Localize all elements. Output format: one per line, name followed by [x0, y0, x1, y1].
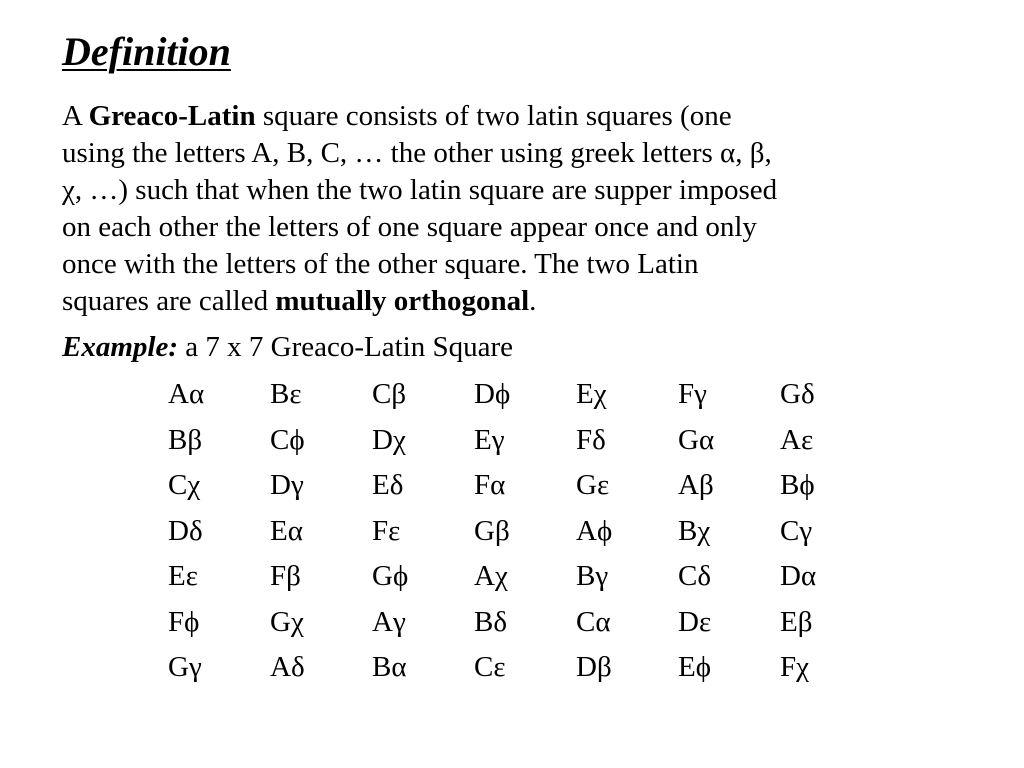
square-cell: Eα — [270, 514, 303, 547]
square-cell: Fϕ — [168, 605, 200, 638]
square-cell: Eδ — [372, 469, 404, 502]
square-cell: Gα — [678, 423, 715, 456]
square-cell: Gϕ — [372, 560, 409, 593]
square-cell: Bϕ — [780, 469, 815, 502]
example-line — [62, 329, 513, 366]
square-cell: Eγ — [474, 423, 505, 456]
square-cell: Fδ — [576, 423, 606, 456]
square-cell: Dϕ — [474, 378, 511, 411]
definition-text: once with the letters of the other square. The two Latin — [62, 248, 699, 280]
square-cell: Cδ — [678, 560, 712, 593]
square-cell: Fα — [474, 469, 506, 502]
square-cell: Dβ — [576, 651, 612, 684]
square-cell: Dδ — [168, 514, 203, 547]
square-row — [168, 418, 882, 464]
square-cell: Aε — [780, 423, 814, 456]
square-cell: Bε — [270, 378, 302, 411]
square-cell: Bχ — [678, 514, 711, 547]
square-cell: Cϕ — [270, 423, 305, 456]
definition-text: A — [62, 100, 89, 132]
square-cell: Gγ — [168, 651, 202, 684]
square-cell: Bα — [372, 651, 407, 684]
square-cell: Fβ — [270, 560, 301, 593]
square-cell: Gε — [576, 469, 610, 502]
definition-text: using the letters A, B, C, … the other using greek letters α, β, — [62, 137, 772, 169]
square-cell: Cγ — [780, 514, 813, 547]
square-cell: Aδ — [270, 651, 305, 684]
definition-paragraph — [62, 98, 962, 320]
square-cell: Eβ — [780, 605, 813, 638]
square-cell: Cβ — [372, 378, 407, 411]
square-row — [168, 463, 882, 509]
square-cell: Eε — [168, 560, 198, 593]
square-cell: Cε — [474, 651, 506, 684]
square-row — [168, 645, 882, 691]
square-cell: Gβ — [474, 514, 510, 547]
square-cell: Fχ — [780, 651, 809, 684]
square-cell: Dα — [780, 560, 817, 593]
slide-title: Definition — [62, 29, 231, 74]
mutually-orthogonal-term: mutually orthogonal — [275, 285, 530, 317]
square-cell: Gχ — [270, 605, 304, 638]
square-row — [168, 600, 882, 646]
square-cell: Fγ — [678, 378, 707, 411]
square-cell: Aα — [168, 378, 205, 411]
square-cell: Aβ — [678, 469, 714, 502]
square-row — [168, 554, 882, 600]
square-cell: Bδ — [474, 605, 508, 638]
square-cell: Bβ — [168, 423, 203, 456]
definition-text: square consists of two latin squares (one — [255, 100, 732, 132]
square-cell: Dε — [678, 605, 712, 638]
square-cell: Dχ — [372, 423, 406, 456]
square-row — [168, 372, 882, 418]
square-cell: Aγ — [372, 605, 406, 638]
square-cell: Eχ — [576, 378, 607, 411]
definition-text: on each other the letters of one square appear once and only — [62, 211, 757, 243]
square-cell: Bγ — [576, 560, 609, 593]
square-cell: Fε — [372, 514, 401, 547]
square-cell: Gδ — [780, 378, 815, 411]
square-row — [168, 509, 882, 555]
square-cell: Aχ — [474, 560, 508, 593]
example-label: Example: — [62, 331, 178, 363]
definition-text: squares are called — [62, 285, 276, 317]
square-cell: Eϕ — [678, 651, 711, 684]
square-cell: Aϕ — [576, 514, 613, 547]
square-cell: Cχ — [168, 469, 201, 502]
square-cell: Dγ — [270, 469, 304, 502]
example-text: a 7 x 7 Greaco-Latin Square — [178, 331, 513, 363]
square-cell: Cα — [576, 605, 611, 638]
definition-text: . — [529, 285, 537, 317]
greaco-latin-term: Greaco-Latin — [88, 100, 256, 132]
greco-latin-square — [168, 372, 882, 691]
definition-text: χ, …) such that when the two latin square are supper imposed — [62, 174, 778, 206]
